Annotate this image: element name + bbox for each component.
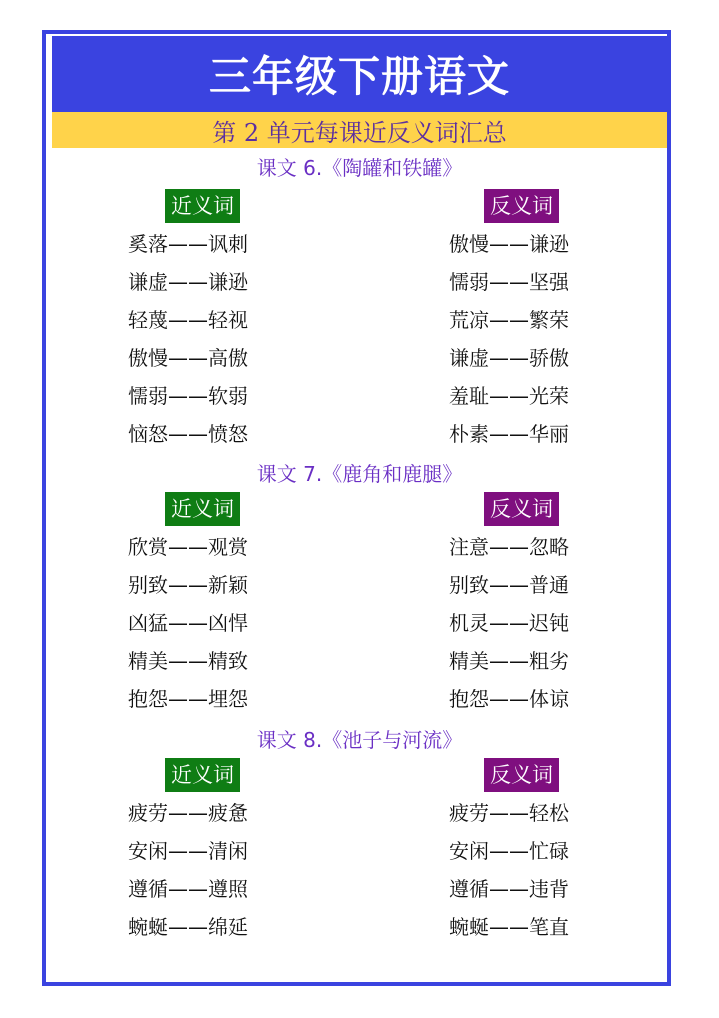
lesson-heading: 课文 8.《池子与河流》 bbox=[256, 728, 463, 752]
synonym-pair: 精美——精致 bbox=[128, 649, 248, 673]
synonym-list bbox=[128, 225, 248, 453]
antonym-pair: 懦弱——坚强 bbox=[449, 270, 569, 294]
antonym-list bbox=[449, 528, 569, 718]
antonym-pair: 傲慢——谦逊 bbox=[449, 232, 569, 256]
page-title: 三年级下册语文 bbox=[52, 36, 667, 112]
antonym-pair: 精美——粗劣 bbox=[449, 649, 569, 673]
synonym-pair: 懦弱——软弱 bbox=[128, 384, 248, 408]
synonym-pair: 凶猛——凶悍 bbox=[128, 611, 248, 635]
synonym-pair: 轻蔑——轻视 bbox=[128, 308, 248, 332]
antonym-tag: 反义词 bbox=[484, 758, 559, 792]
antonym-pair: 安闲——忙碌 bbox=[449, 839, 569, 863]
antonym-pair: 抱怨——体谅 bbox=[449, 687, 569, 711]
antonym-pair: 别致——普通 bbox=[449, 573, 569, 597]
antonym-tag: 反义词 bbox=[484, 189, 559, 223]
synonym-pair: 遵循——遵照 bbox=[128, 877, 248, 901]
antonym-pair: 机灵——迟钝 bbox=[449, 611, 569, 635]
synonym-pair: 别致——新颖 bbox=[128, 573, 248, 597]
synonym-list bbox=[128, 794, 248, 946]
synonym-pair: 抱怨——埋怨 bbox=[128, 687, 248, 711]
antonym-pair: 荒凉——繁荣 bbox=[449, 308, 569, 332]
antonym-pair: 羞耻——光荣 bbox=[449, 384, 569, 408]
antonym-pair: 注意——忽略 bbox=[449, 535, 569, 559]
synonym-pair: 恼怒——愤怒 bbox=[128, 422, 248, 446]
antonym-tag: 反义词 bbox=[484, 492, 559, 526]
page-subtitle: 第 2 单元每课近反义词汇总 bbox=[52, 112, 667, 148]
antonym-pair: 遵循——违背 bbox=[449, 877, 569, 901]
lesson-heading: 课文 7.《鹿角和鹿腿》 bbox=[256, 462, 463, 486]
antonym-pair: 蜿蜒——笔直 bbox=[449, 915, 569, 939]
synonym-tag: 近义词 bbox=[165, 189, 240, 223]
synonym-tag: 近义词 bbox=[165, 758, 240, 792]
synonym-tag: 近义词 bbox=[165, 492, 240, 526]
synonym-list bbox=[128, 528, 248, 718]
synonym-pair: 疲劳——疲惫 bbox=[128, 801, 248, 825]
synonym-pair: 欣赏——观赏 bbox=[128, 535, 248, 559]
synonym-pair: 蜿蜒——绵延 bbox=[128, 915, 248, 939]
antonym-list bbox=[449, 794, 569, 946]
antonym-pair: 朴素——华丽 bbox=[449, 422, 569, 446]
synonym-pair: 安闲——清闲 bbox=[128, 839, 248, 863]
lesson-heading: 课文 6.《陶罐和铁罐》 bbox=[256, 156, 463, 180]
antonym-pair: 疲劳——轻松 bbox=[449, 801, 569, 825]
synonym-pair: 奚落——讽刺 bbox=[128, 232, 248, 256]
synonym-pair: 傲慢——高傲 bbox=[128, 346, 248, 370]
antonym-pair: 谦虚——骄傲 bbox=[449, 346, 569, 370]
synonym-pair: 谦虚——谦逊 bbox=[128, 270, 248, 294]
antonym-list bbox=[449, 225, 569, 453]
